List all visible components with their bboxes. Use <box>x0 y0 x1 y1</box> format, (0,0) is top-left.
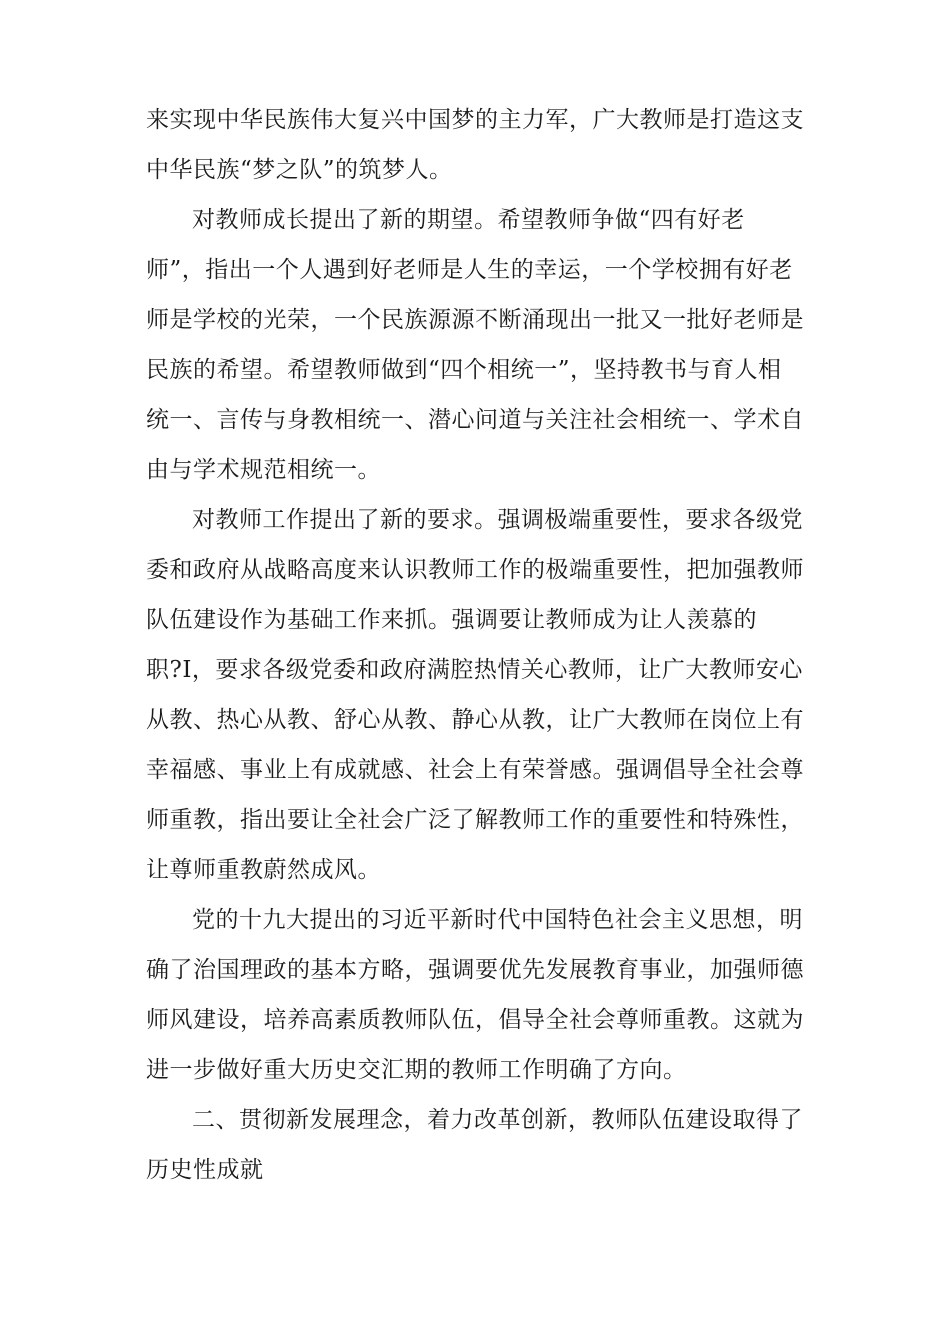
text-line: 师重教，指出要让全社会广泛了解教师工作的重要性和特殊性， <box>146 807 804 833</box>
text-line: 师风建设，培养高素质教师队伍，倡导全社会尊师重教。这就为 <box>146 1007 804 1033</box>
text-line: 中华民族“梦之队”的筑梦人。 <box>146 157 453 183</box>
text-line: 确了治国理政的基本方略，强调要优先发展教育事业，加强师德 <box>146 957 804 983</box>
text-line: 来实现中华民族伟大复兴中国梦的主力军，广大教师是打造这支 <box>146 107 804 133</box>
paragraph-first-line: 对教师工作提出了新的要求。强调极端重要性，要求各级党 <box>192 507 803 533</box>
text-line: 让尊师重教蔚然成风。 <box>146 857 381 883</box>
text-line: 师”，指出一个人遇到好老师是人生的幸运，一个学校拥有好老 <box>146 257 793 283</box>
text-line: 进一步做好重大历史交汇期的教师工作明确了方向。 <box>146 1057 687 1083</box>
text-line: 职?I，要求各级党委和政府满腔热情关心教师，让广大教师安心 <box>146 657 803 683</box>
text-line: 师是学校的光荣，一个民族源源不断涌现出一批又一批好老师是 <box>146 307 804 333</box>
text-line: 委和政府从战略高度来认识教师工作的极端重要性，把加强教师 <box>146 557 804 583</box>
paragraph-first-line: 对教师成长提出了新的期望。希望教师争做“四有好老 <box>192 207 745 233</box>
text-line: 统一、言传与身教相统一、潜心问道与关注社会相统一、学术自 <box>146 407 804 433</box>
text-line: 由与学术规范相统一。 <box>146 457 381 483</box>
text-line: 民族的希望。希望教师做到“四个相统一”，坚持教书与育人相 <box>146 357 782 383</box>
section-heading: 二、贯彻新发展理念，着力改革创新，教师队伍建设取得了 <box>192 1107 803 1133</box>
paragraph-first-line: 党的十九大提出的习近平新时代中国特色社会主义思想，明 <box>192 907 803 933</box>
text-line: 队伍建设作为基础工作来抓。强调要让教师成为让人羡慕的 <box>146 607 757 633</box>
section-heading-continued: 历史性成就 <box>146 1157 264 1183</box>
text-line: 幸福感、事业上有成就感、社会上有荣誉感。强调倡导全社会尊 <box>146 757 804 783</box>
text-line: 从教、热心从教、舒心从教、静心从教，让广大教师在岗位上有 <box>146 707 804 733</box>
